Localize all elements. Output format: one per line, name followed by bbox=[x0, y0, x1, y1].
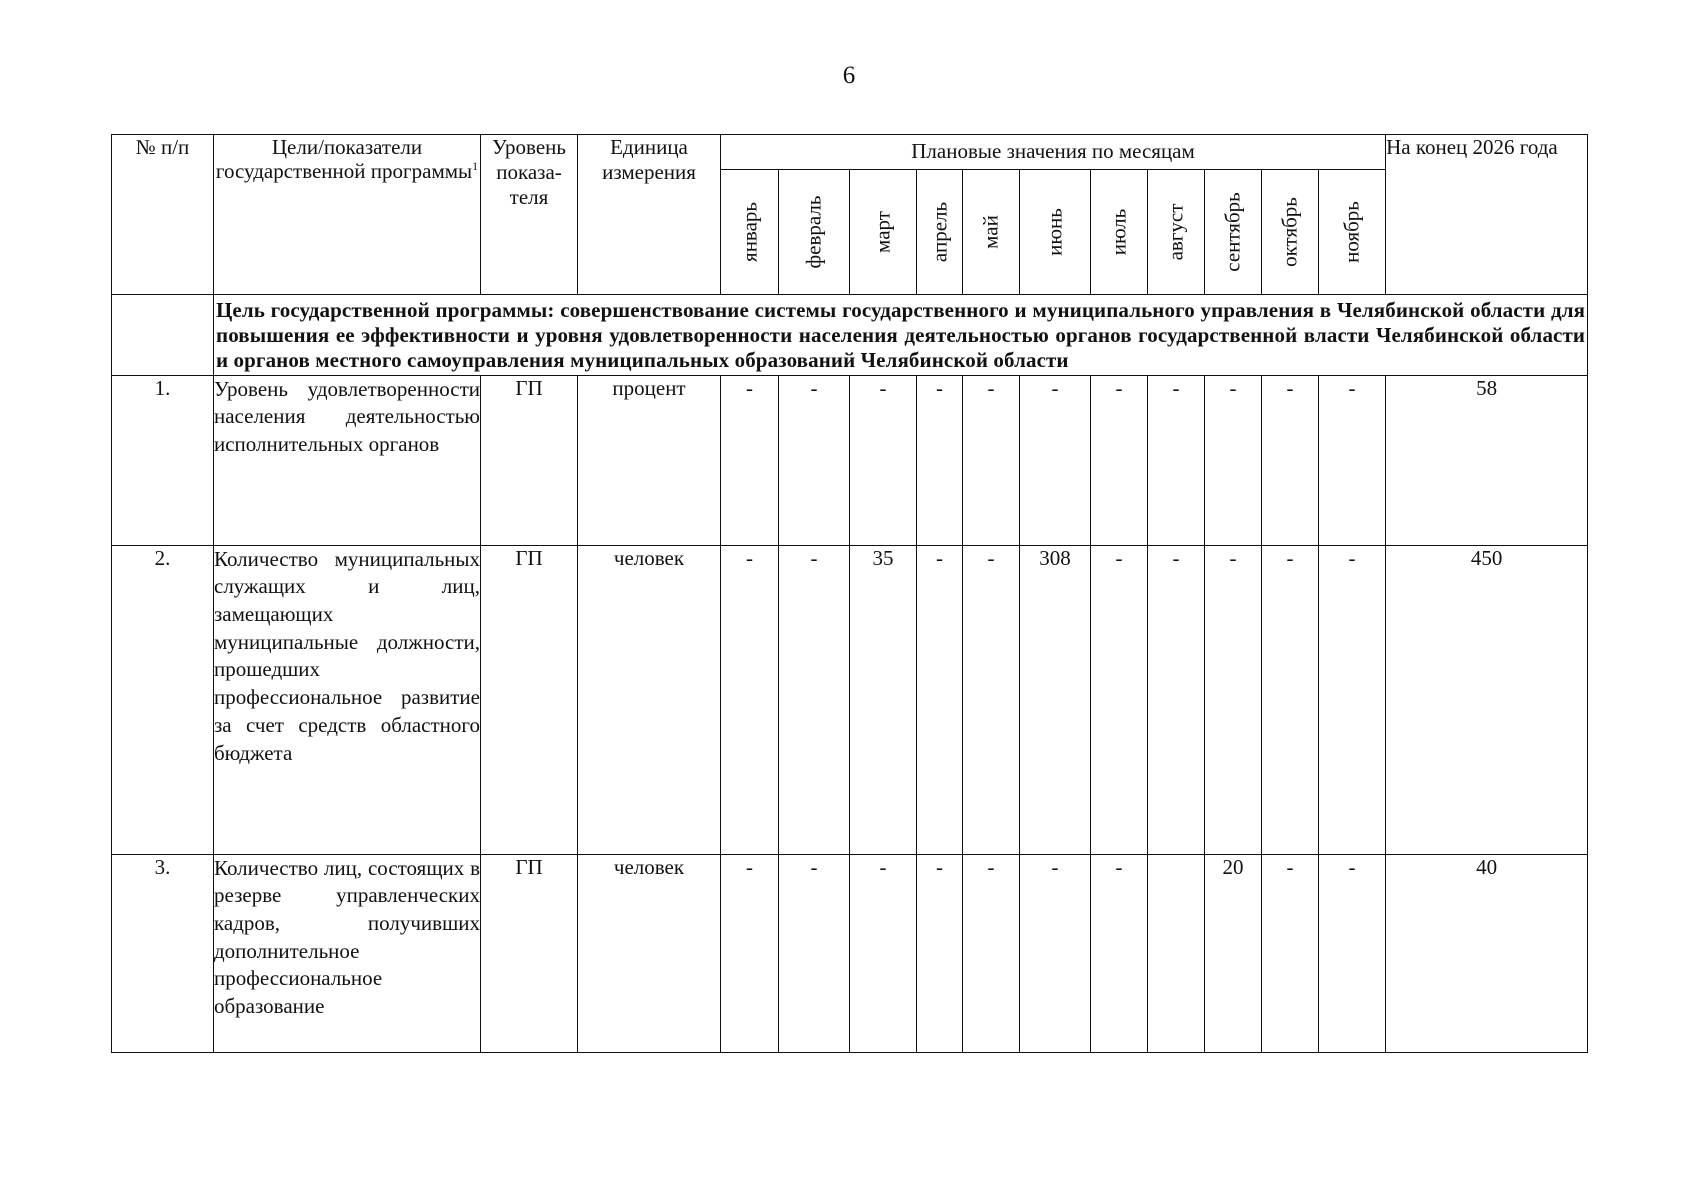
header-month bbox=[963, 170, 1020, 295]
page-number: 6 bbox=[842, 62, 856, 89]
header-month bbox=[1091, 170, 1148, 295]
row-month-value: - bbox=[917, 375, 963, 545]
indicators-table bbox=[111, 134, 1588, 1053]
month-label: февраль bbox=[801, 195, 826, 269]
row-month-value: 35 bbox=[850, 545, 917, 854]
header-end: На конец 2026 года bbox=[1386, 135, 1588, 295]
row-month-value: - bbox=[1205, 375, 1262, 545]
row-month-value: - bbox=[963, 545, 1020, 854]
row-month-value: 20 bbox=[1205, 854, 1262, 1052]
header-month bbox=[850, 170, 917, 295]
goal-row bbox=[112, 295, 1588, 376]
month-label: апрель bbox=[926, 201, 951, 263]
row-month-value: - bbox=[721, 375, 779, 545]
table-row bbox=[112, 375, 1588, 545]
row-unit: человек bbox=[578, 545, 721, 854]
row-month-value: - bbox=[1148, 375, 1205, 545]
row-name: Количество лиц, состоящих в резерве управленческих кадров, получивших дополнительное профессиональное образование bbox=[214, 854, 481, 1052]
row-month-value: - bbox=[1020, 854, 1091, 1052]
row-month-value: - bbox=[1262, 854, 1319, 1052]
row-end-value: 40 bbox=[1386, 854, 1588, 1052]
header-plan: Плановые значения по месяцам bbox=[721, 135, 1386, 170]
header-month bbox=[1262, 170, 1319, 295]
row-month-value: - bbox=[1319, 375, 1386, 545]
month-label: октябрь bbox=[1277, 197, 1302, 267]
row-num: 2. bbox=[112, 545, 214, 854]
month-label: сентябрь bbox=[1220, 192, 1245, 272]
table-row bbox=[112, 854, 1588, 1052]
row-month-value: - bbox=[1319, 545, 1386, 854]
row-month-value: - bbox=[917, 545, 963, 854]
month-label: январь bbox=[736, 202, 761, 262]
header-unit: Единица измерения bbox=[578, 135, 721, 295]
row-month-value: - bbox=[779, 375, 850, 545]
row-unit: человек bbox=[578, 854, 721, 1052]
header-level: Уровень показа-теля bbox=[481, 135, 578, 295]
row-month-value: - bbox=[1319, 854, 1386, 1052]
month-label: май bbox=[978, 215, 1003, 249]
row-month-value: - bbox=[1262, 375, 1319, 545]
row-unit: процент bbox=[578, 375, 721, 545]
row-month-value: - bbox=[917, 854, 963, 1052]
row-month-value bbox=[1148, 854, 1205, 1052]
header-month bbox=[1319, 170, 1386, 295]
row-month-value: - bbox=[721, 545, 779, 854]
row-month-value: 308 bbox=[1020, 545, 1091, 854]
month-label: март bbox=[870, 211, 895, 253]
header-goal-footnote: 1 bbox=[472, 159, 479, 174]
row-level: ГП bbox=[481, 854, 578, 1052]
row-end-value: 58 bbox=[1386, 375, 1588, 545]
row-month-value: - bbox=[963, 375, 1020, 545]
row-month-value: - bbox=[1091, 375, 1148, 545]
row-month-value: - bbox=[721, 854, 779, 1052]
month-label: август bbox=[1163, 203, 1188, 261]
row-num: 1. bbox=[112, 375, 214, 545]
header-num: № п/п bbox=[112, 135, 214, 295]
row-month-value: - bbox=[1205, 545, 1262, 854]
row-name: Количество муниципальных служащих и лиц, замещающих муниципальные должности, прошедших профессиональное развитие за счет средств областного бюджета bbox=[214, 545, 481, 854]
row-month-value: - bbox=[779, 545, 850, 854]
header-month bbox=[1020, 170, 1091, 295]
header-goal-text: Цели/показатели государственной программы bbox=[215, 135, 473, 184]
row-level: ГП bbox=[481, 545, 578, 854]
header-month bbox=[917, 170, 963, 295]
header-goal bbox=[214, 135, 481, 295]
header-month bbox=[779, 170, 850, 295]
row-level: ГП bbox=[481, 375, 578, 545]
row-month-value: - bbox=[1020, 375, 1091, 545]
row-month-value: - bbox=[850, 375, 917, 545]
month-label: июль bbox=[1106, 208, 1131, 256]
row-month-value: - bbox=[1148, 545, 1205, 854]
header-month bbox=[1148, 170, 1205, 295]
row-name: Уровень удовлетворенности населения деятельностью исполнительных органов bbox=[214, 375, 481, 545]
row-month-value: - bbox=[1091, 545, 1148, 854]
header-month bbox=[1205, 170, 1262, 295]
row-month-value: - bbox=[1091, 854, 1148, 1052]
row-month-value: - bbox=[850, 854, 917, 1052]
row-month-value: - bbox=[779, 854, 850, 1052]
header-month bbox=[721, 170, 779, 295]
goal-text: Цель государственной программы: совершенствование системы государственного и муниципального управления в Челябинской области для повышения ее эффективности и уровня удовлетворенности населения деятельностью органов государственной власти Челябинской области и органов местного самоуправления муниципальных образований Челябинской области bbox=[214, 295, 1588, 376]
month-label: июнь bbox=[1042, 208, 1067, 256]
row-num: 3. bbox=[112, 854, 214, 1052]
month-label: ноябрь bbox=[1339, 201, 1364, 263]
goal-row-num bbox=[112, 295, 214, 376]
row-month-value: - bbox=[1262, 545, 1319, 854]
table-row bbox=[112, 545, 1588, 854]
row-month-value: - bbox=[963, 854, 1020, 1052]
header-row-top bbox=[112, 135, 1588, 170]
row-end-value: 450 bbox=[1386, 545, 1588, 854]
